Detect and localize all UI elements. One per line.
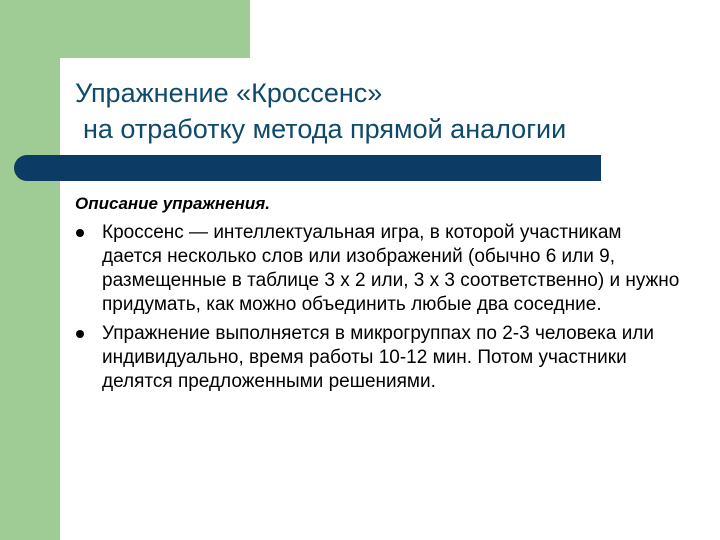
- bullet-item: [75, 322, 685, 394]
- bullet-list: [75, 221, 685, 394]
- section-subheading: Описание упражнения.: [75, 194, 271, 213]
- left-green-strip: [0, 0, 60, 540]
- bullet-item: [75, 221, 685, 317]
- slide-body: [75, 192, 685, 399]
- slide-title-line-1: Упражнение «Кроссенс»: [75, 78, 383, 108]
- slide-title: [75, 75, 705, 147]
- bullet-dot-icon: [76, 330, 84, 338]
- bullet-dot-icon: [76, 229, 84, 237]
- top-green-block: [0, 0, 250, 58]
- slide-title-line-2: на отработку метода прямой аналогии: [83, 114, 567, 144]
- bullet-text: Упражнение выполняется в микрогруппах по 2-3 человека или индивидуально, время работы 10-12 мин. Потом участники делятся предложенными решениями.: [102, 323, 655, 392]
- bullet-text: Кроссенс — интеллектуальная игра, в которой участникам дается несколько слов или изображений (обычно 6 или 9, размещенные в таблице 3 х 2 или, 3 х 3 соответственно) и нужно придумать, как можно объединить любые два соседние.: [102, 222, 680, 315]
- title-divider-bar: [14, 155, 601, 181]
